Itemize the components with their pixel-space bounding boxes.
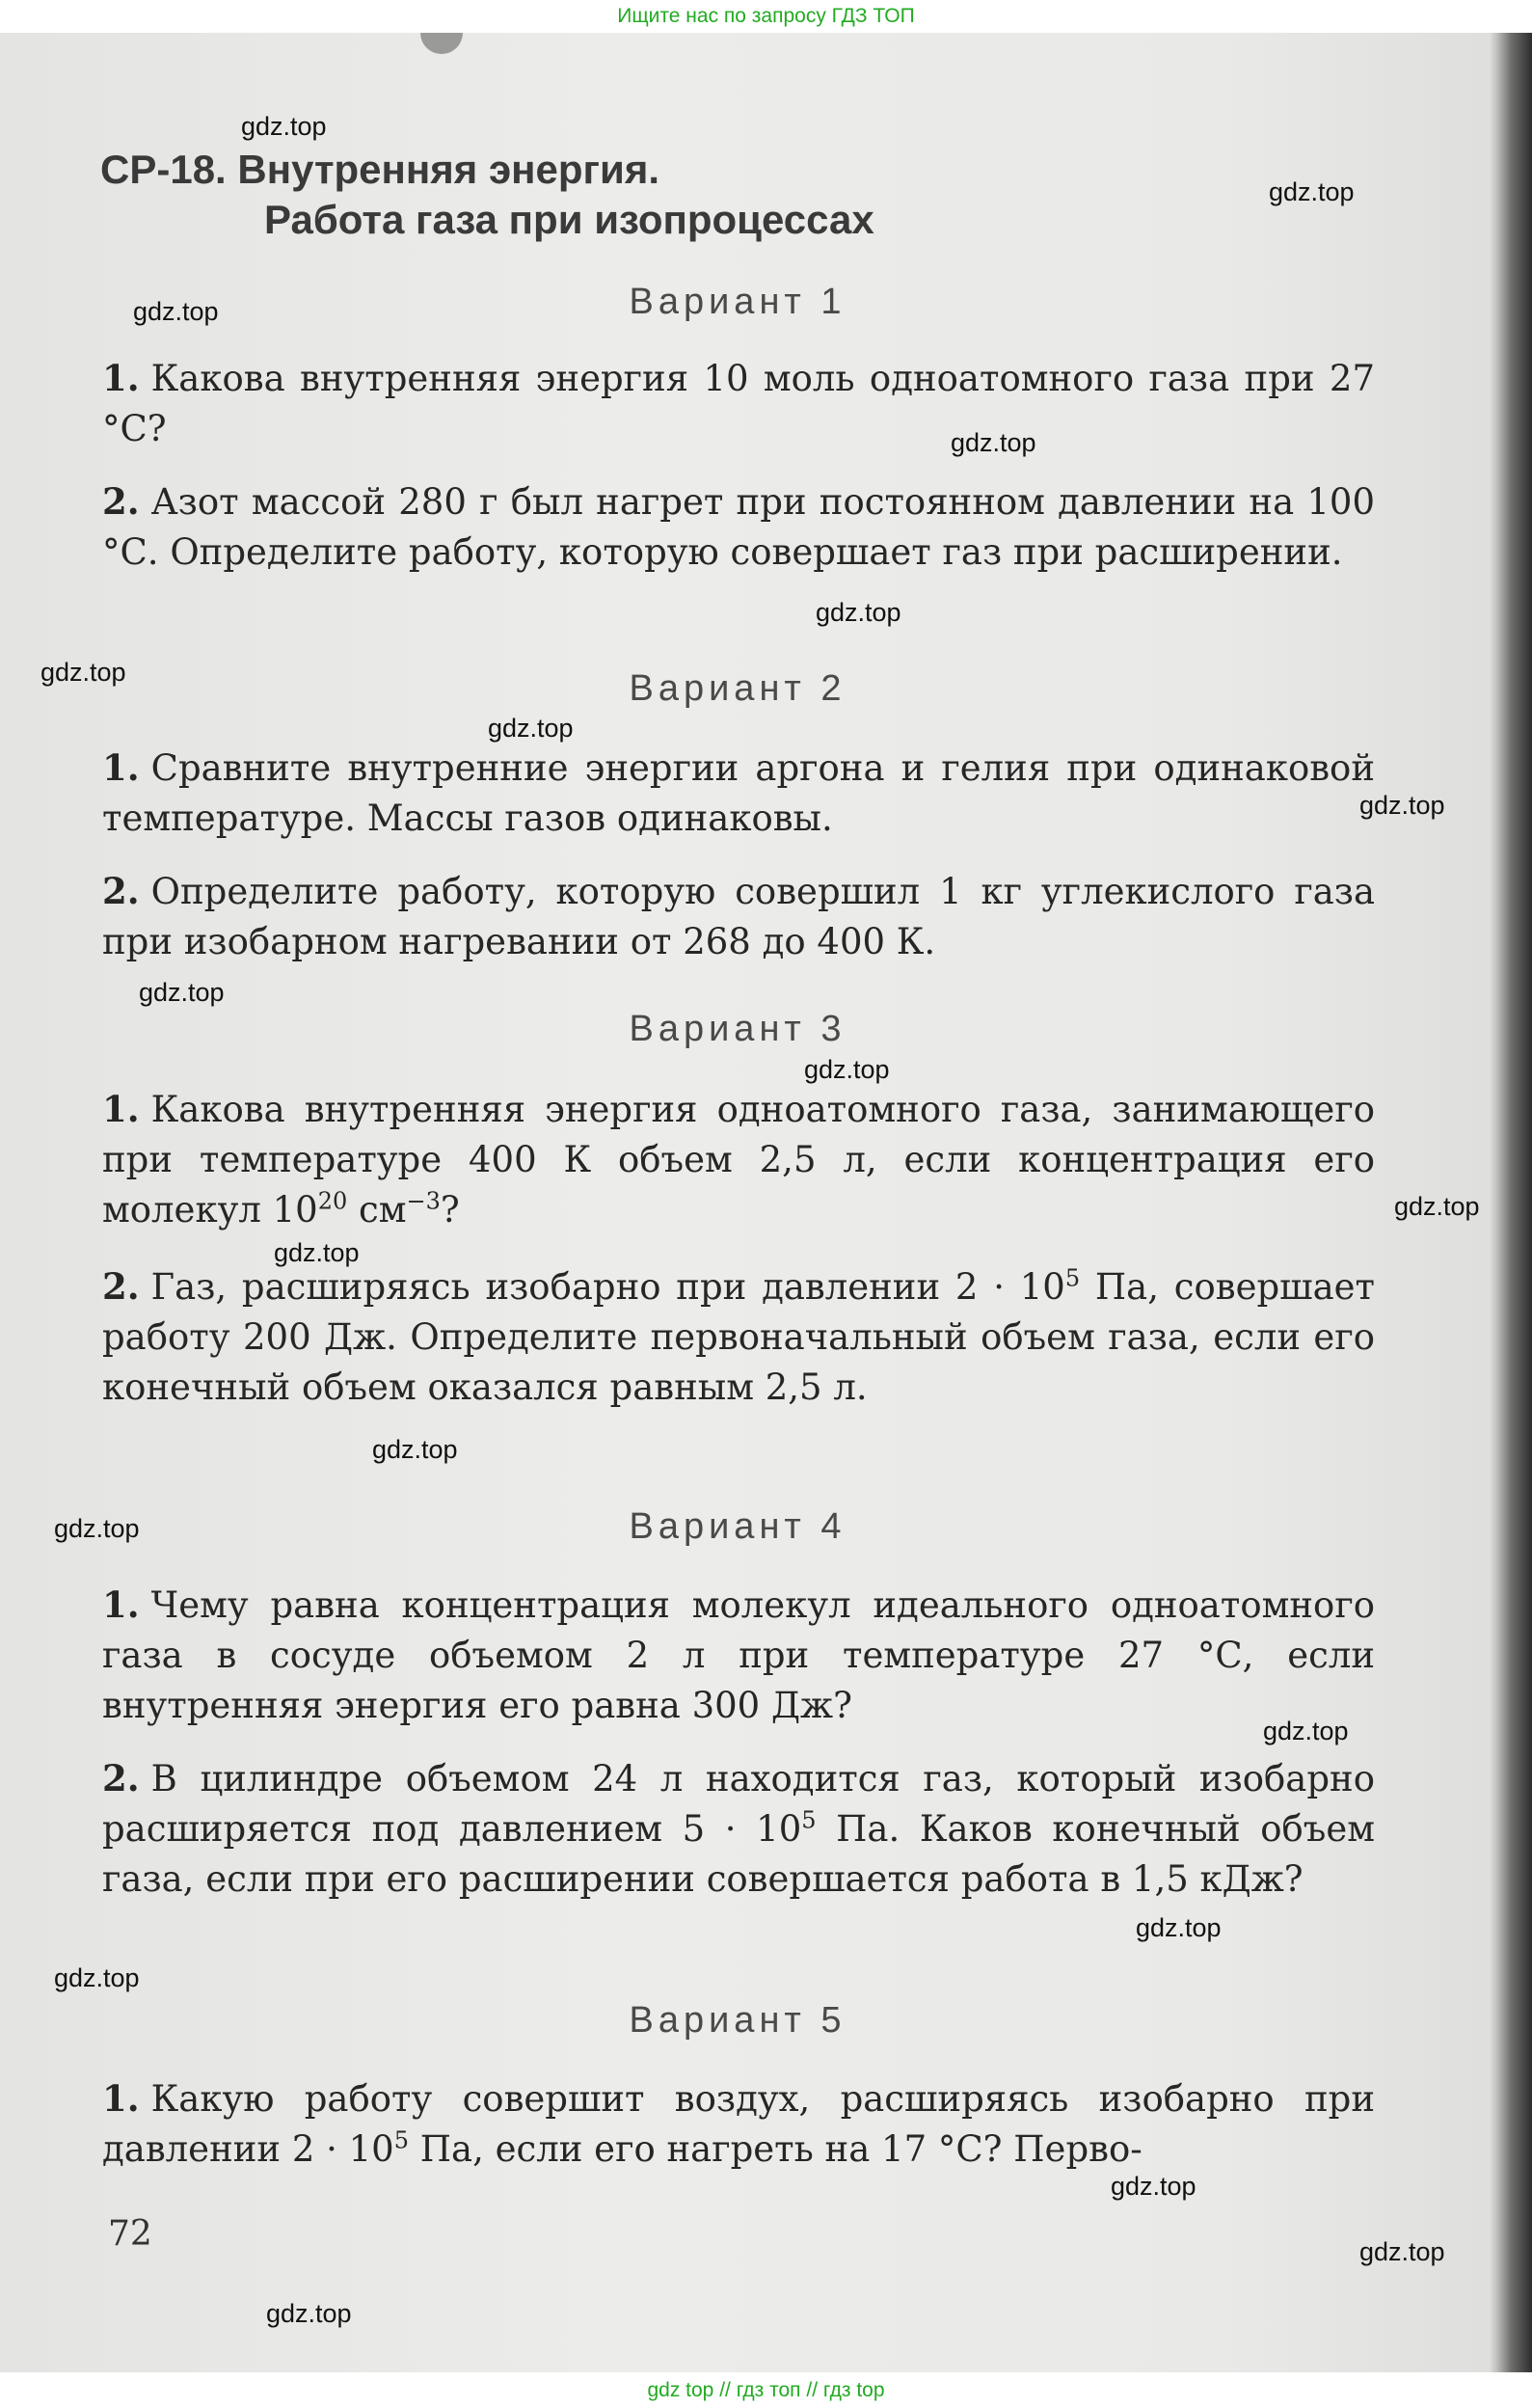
exponent: 5 — [801, 1806, 817, 1834]
task-number: 1. — [102, 1583, 140, 1626]
watermark: gdz.top — [1263, 1717, 1349, 1745]
task-number: 2. — [102, 1265, 140, 1308]
watermark: gdz.top — [951, 428, 1036, 457]
task-number: 2. — [102, 480, 140, 523]
variant-3-heading: Вариант 3 — [629, 1009, 847, 1049]
variant-3-task-2 — [102, 1261, 1375, 1413]
task-number: 1. — [102, 1088, 140, 1130]
section-title — [100, 145, 874, 245]
watermark: gdz.top — [488, 714, 574, 743]
variant-5-task-1 — [102, 2073, 1375, 2175]
task-text: Па, совершает работу 200 Дж. Определите первоначальный объем газа, если его конечный объем оказался равным 2,5 л. — [102, 1266, 1375, 1408]
task-number: 2. — [102, 870, 140, 912]
variant-1-task-2 — [102, 476, 1375, 578]
task-text: Сравните внутренние энергии аргона и гелия при одинаковой температуре. Массы газов одинаковы. — [102, 747, 1375, 839]
scan-artifact — [420, 33, 463, 54]
watermark: gdz.top — [54, 1514, 140, 1543]
variant-2-task-2 — [102, 866, 1375, 967]
watermark: gdz.top — [274, 1238, 360, 1267]
variant-4-task-1 — [102, 1580, 1375, 1731]
watermark: gdz.top — [816, 598, 901, 627]
task-number: 2. — [102, 1757, 140, 1799]
watermark: gdz.top — [1269, 177, 1355, 206]
top-banner[interactable]: Ищите нас по запросу ГДЗ ТОП — [0, 0, 1532, 33]
section-title-line1: СР-18. Внутренняя энергия. — [100, 147, 660, 192]
spine-shadow — [1490, 33, 1497, 2372]
watermark: gdz.top — [139, 978, 225, 1007]
watermark: gdz.top — [241, 112, 327, 141]
watermark: gdz.top — [1394, 1192, 1480, 1221]
book-spine — [1497, 33, 1532, 2372]
watermark: gdz.top — [54, 1963, 140, 1992]
task-text: Какую работу совершит воздух, расширяясь изобарно при давлении 2 · 10 — [102, 2078, 1375, 2170]
watermark: gdz.top — [1359, 791, 1445, 820]
variant-5-heading: Вариант 5 — [629, 2000, 847, 2041]
task-text: ? — [440, 1189, 460, 1231]
task-number: 1. — [102, 357, 140, 399]
task-text: Газ, расширяясь изобарно при давлении 2 · 10 — [150, 1266, 1065, 1308]
task-text: Какова внутренняя энергия 10 моль одноатомного газа при 27 °С? — [102, 358, 1375, 449]
variant-2-task-1 — [102, 743, 1375, 844]
task-text: В цилиндре объемом 24 л находится газ, который изобарно расширяется под давлением 5 · 10 — [102, 1758, 1375, 1850]
watermark: gdz.top — [1136, 1913, 1222, 1942]
watermark: gdz.top — [372, 1435, 458, 1464]
exponent: 5 — [393, 2126, 410, 2154]
watermark: gdz.top — [1359, 2237, 1445, 2266]
exponent: −3 — [406, 1187, 441, 1215]
task-text: Па, если его нагреть на 17 °С? Перво- — [409, 2128, 1142, 2170]
exponent: 20 — [317, 1187, 348, 1215]
bottom-banner[interactable]: gdz top // гдз топ // гдз top — [0, 2372, 1532, 2408]
page-number: 72 — [108, 2214, 152, 2254]
watermark: gdz.top — [133, 297, 219, 326]
watermark: gdz.top — [40, 658, 126, 687]
variant-3-task-1 — [102, 1084, 1375, 1235]
task-text: Какова внутренняя энергия одноатомного газа, занимающего при температуре 400 К объем 2,5 л, если концентрация его молекул 10 — [102, 1089, 1375, 1231]
task-text: Па. Каков конечный объем газа, если при его расширении совершается работа в 1,5 кДж? — [102, 1808, 1375, 1900]
variant-1-heading: Вариант 1 — [629, 282, 847, 322]
exponent: 5 — [1064, 1264, 1081, 1292]
task-text: Чему равна концентрация молекул идеального одноатомного газа в сосуде объемом 2 л при температуре 27 °С, если внутренняя энергия его равна 300 Дж? — [102, 1584, 1375, 1726]
task-number: 1. — [102, 2077, 140, 2120]
variant-4-task-2 — [102, 1753, 1375, 1905]
section-title-line2: Работа газа при изопроцессах — [264, 197, 874, 242]
task-text: Азот массой 280 г был нагрет при постоянном давлении на 100 °С. Определите работу, которую совершает газ при расширении. — [102, 481, 1375, 573]
variant-1-task-1 — [102, 353, 1375, 454]
variant-4-heading: Вариант 4 — [629, 1506, 847, 1547]
task-text: см — [347, 1189, 407, 1231]
task-text: Определите работу, которую совершил 1 кг углекислого газа при изобарном нагревании от 268 до 400 К. — [102, 871, 1375, 962]
watermark: gdz.top — [1111, 2172, 1196, 2201]
variant-2-heading: Вариант 2 — [629, 668, 847, 709]
watermark: gdz.top — [266, 2299, 352, 2328]
task-number: 1. — [102, 746, 140, 789]
watermark: gdz.top — [804, 1055, 890, 1084]
